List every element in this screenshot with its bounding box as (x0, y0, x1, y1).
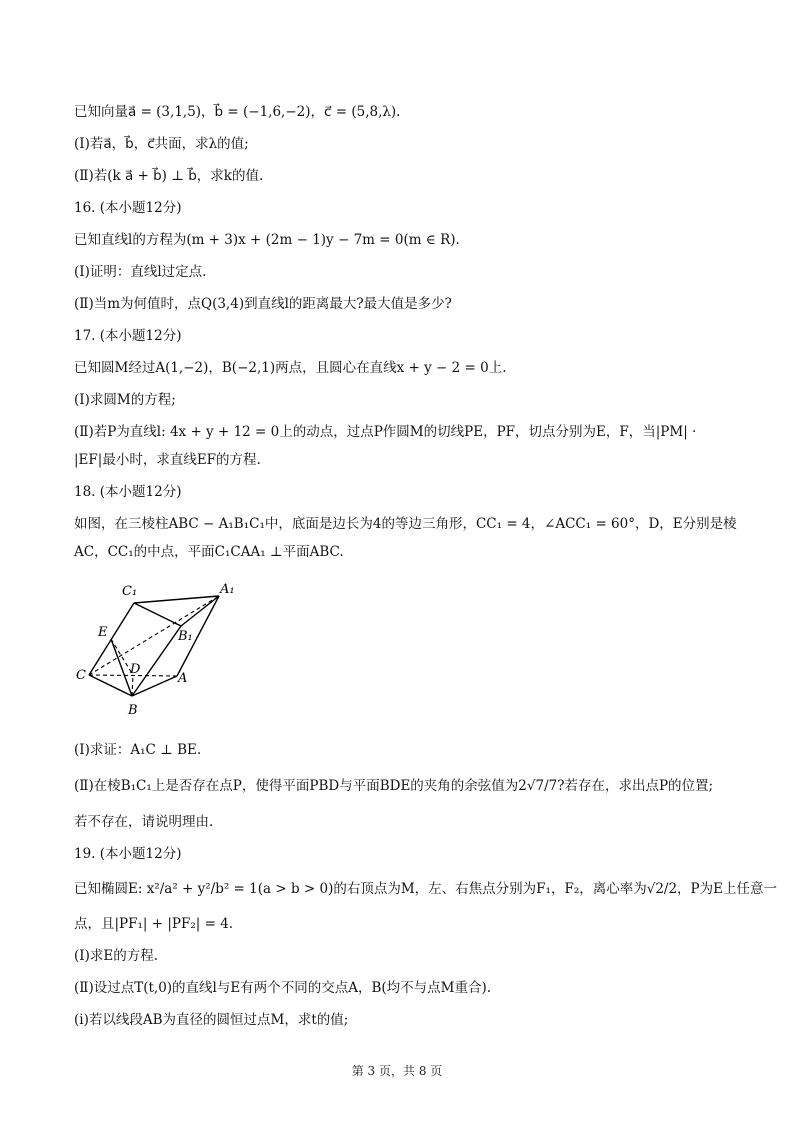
q19-stem-line2: 点，且|PF₁| + |PF₂| = 4. (74, 916, 234, 932)
q18-stem-line1: 如图，在三棱柱ABC − A₁B₁C₁中，底面是边长为4的等边三角形，CC₁ = 4，∠ACC₁ = 60°，D，E分别是棱 (74, 516, 737, 532)
label-A: A (178, 671, 188, 686)
label-E: E (98, 625, 108, 640)
q15-part2: (Ⅱ)若(k a⃗ + b⃗) ⊥ b⃗，求k的值. (74, 168, 264, 184)
label-B1: B₁ (178, 629, 193, 644)
q19-part2: (Ⅱ)设过点T(t,0)的直线l与E有两个不同的交点A，B(均不与点M重合). (74, 980, 492, 996)
q16-part2: (Ⅱ)当m为何值时，点Q(3,4)到直线l的距离最大?最大值是多少? (74, 296, 452, 312)
q16-stem: 已知直线l的方程为(m + 3)x + (2m − 1)y − 7m = 0(m ∈ R). (74, 232, 460, 248)
prism-edges (89, 596, 219, 696)
q17-part2-line2: |EF|最小时，求直线EF的方程. (74, 452, 261, 468)
q17-stem: 已知圆M经过A(1,−2)，B(−2,1)两点，且圆心在直线x + y − 2 = 0上. (74, 360, 507, 376)
q17-part2-line1: (Ⅱ)若P为直线l: 4x + y + 12 = 0上的动点，过点P作圆M的切线PE，PF，切点分别为E，F，当|PM| · (74, 424, 697, 440)
q17-part1: (Ⅰ)求圆M的方程; (74, 392, 176, 408)
q18-stem-line2: AC，CC₁的中点，平面C₁CAA₁ ⊥平面ABC. (74, 544, 344, 560)
label-C1: C₁ (122, 584, 138, 599)
label-D: D (130, 662, 141, 677)
q18-part2-line2: 若不存在，请说明理由. (74, 814, 214, 830)
q15-part1: (Ⅰ)若a⃗，b⃗，c⃗共面，求λ的值; (74, 136, 249, 152)
q18-heading: 18. (本小题12分) (74, 484, 182, 500)
label-A1: A₁ (220, 582, 235, 597)
q18-part1: (Ⅰ)求证：A₁C ⊥ BE. (74, 742, 202, 758)
q19-part1: (Ⅰ)求E的方程. (74, 948, 159, 964)
label-B: B (128, 703, 138, 718)
q16-part1: (Ⅰ)证明：直线l过定点. (74, 264, 207, 280)
q17-heading: 17. (本小题12分) (74, 328, 182, 344)
q19-stem-line1: 已知椭圆E: x²/a² + y²/b² = 1(a > b > 0)的右顶点为M，左、右焦点分别为F₁，F₂，离心率为√2/2，P为E上任意一 (74, 881, 777, 897)
q19-heading: 19. (本小题12分) (74, 846, 182, 862)
prism-figure (74, 578, 244, 718)
q19-part2-i: (ⅰ)若以线段AB为直径的圆恒过点M，求t的值; (74, 1012, 349, 1028)
q18-part2-line1: (Ⅱ)在棱B₁C₁上是否存在点P，使得平面PBD与平面BDE的夹角的余弦值为2√7/7?若存在，求出点P的位置; (74, 778, 714, 794)
q16-heading: 16. (本小题12分) (74, 200, 182, 216)
label-C: C (76, 668, 86, 683)
page-footer: 第 3 页，共 8 页 (351, 1064, 443, 1078)
q15-vectors-line: 已知向量a⃗ = (3,1,5)，b⃗ = (−1,6,−2)，c⃗ = (5,8,λ). (74, 104, 401, 120)
